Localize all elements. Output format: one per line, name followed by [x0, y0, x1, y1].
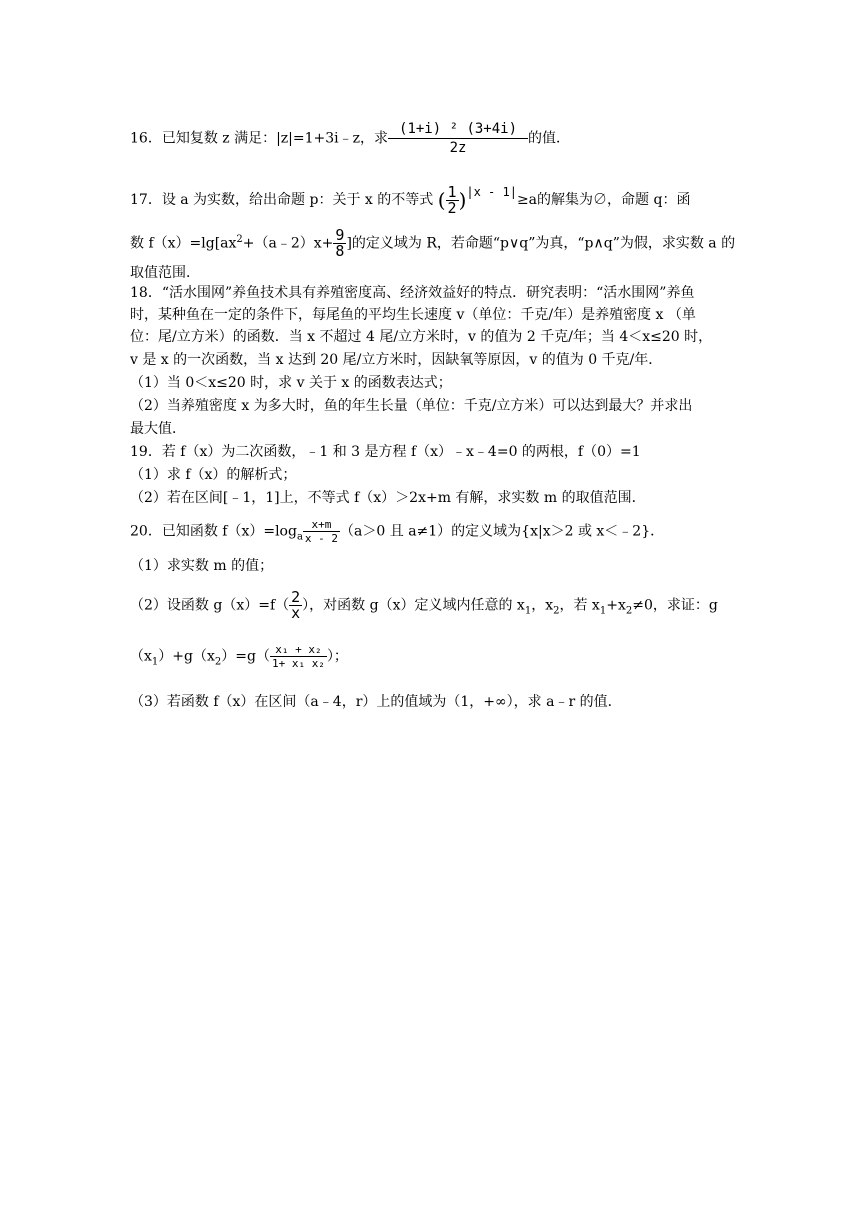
q17-frac-den: 2 — [447, 198, 457, 217]
q20-sub-1: 1 — [524, 605, 532, 617]
q20-sub-4: 2 — [625, 605, 633, 617]
q17-text-tail: ≥a的解集为∅，命题 q：函 — [516, 192, 691, 208]
q20-l3-mid: ，x — [531, 597, 554, 614]
q17-fraction-2 — [333, 228, 346, 259]
q17-frac2-num: 9 — [335, 226, 345, 244]
question-20-line-5: （3）若函数 f（x）在区间（a﹣4，r）上的值域为（1，+∞），求 a﹣r 的值． — [130, 694, 622, 710]
q20-l4-d: ）； — [326, 648, 348, 665]
q20-frac-num: x+m — [311, 518, 332, 531]
q17-l2-post: ]的定义域为 R，若命题“p∨q”为真，“p∧q”为假，求实数 a 的 — [346, 235, 736, 252]
q20-l3-mid2: ，若 x — [559, 597, 600, 614]
q20-log-base: a — [296, 531, 303, 543]
q20-l3-post: ），对函数 g（x）定义域内任意的 x — [302, 597, 525, 614]
q20-l1-pre: 20．已知函数 f（x）=log — [130, 523, 297, 540]
q17-frac-num: 1 — [447, 182, 457, 201]
question-19-line-2: （1）求 f（x）的解析式； — [130, 467, 297, 483]
q16-numerator: (1+i) ² (3+4i) — [399, 121, 518, 137]
q17-square: 2 — [236, 233, 243, 245]
question-18-line-1: 18．“活水围网”养鱼技术具有养殖密度高、经济效益好的特点．研究表明：“活水围网”养鱼 — [130, 285, 695, 301]
question-19-line-3: （2）若在区间[﹣1，1]上，不等式 f（x）＞2x+m 有解，求实数 m 的取值范围． — [130, 490, 646, 506]
q20-sub-3: 1 — [599, 605, 607, 617]
q20-l4-sub-1: 1 — [151, 656, 159, 668]
q20-fraction-2 — [289, 590, 302, 621]
q17-paren-close: ) — [458, 188, 467, 212]
q16-fraction — [388, 120, 528, 157]
q17-exponent: |x - 1| — [466, 185, 517, 199]
q20-l4-c: ）=g（ — [221, 648, 270, 665]
q20-l3-mid3: +x — [606, 597, 626, 614]
q17-l2-mid: +（a﹣2）x+ — [242, 235, 334, 252]
q17-paren-open: ( — [437, 188, 446, 212]
question-18-line-6: （2）当养殖密度 x 为多大时，鱼的年生长量（单位：千克/立方米）可以达到最大？并求出 — [130, 398, 693, 414]
q20-l4-b: ）+g（x — [158, 648, 215, 665]
question-18-line-4: v 是 x 的一次函数，当 x 达到 20 尾/立方米时，因缺氧等原因，v 的值为 0 千克/年． — [130, 352, 663, 368]
question-17-line-3: 取值范围． — [130, 265, 200, 281]
question-20-line-3 — [130, 590, 730, 621]
q20-l3-end: ≠0，求证：g — [632, 597, 718, 614]
q20-fraction-3 — [270, 643, 327, 670]
q20-l3-pre: （2）设函数 g（x）=f（ — [130, 597, 290, 614]
q20-frac2-num: 2 — [291, 588, 301, 606]
q17-text: 17．设 a 为实数，给出命题 p：关于 x 的不等式 — [130, 192, 438, 208]
q17-frac2-den: 8 — [335, 242, 345, 260]
q20-frac3-num: x₁ + x₂ — [275, 643, 322, 656]
q20-frac-den: x - 2 — [304, 532, 339, 545]
q16-tail: 的值． — [528, 130, 571, 147]
q17-l2-pre: 数 f（x）=lg[ax — [130, 235, 237, 252]
question-19-line-1: 19．若 f（x）为二次函数，﹣1 和 3 是方程 f（x）﹣x﹣4=0 的两根，f（0）=1 — [130, 444, 641, 460]
q20-fraction — [303, 518, 340, 545]
q17-fraction — [446, 182, 459, 217]
question-18-line-7: 最大值． — [130, 421, 186, 437]
question-18-line-3: 位：尾/立方米）的函数．当 x 不超过 4 尾/立方米时，v 的值为 2 千克/年；当 4＜x≤20 时， — [130, 329, 713, 345]
question-17-line-1 — [130, 182, 730, 216]
question-20-line-2: （1）求实数 m 的值； — [130, 558, 274, 574]
q20-l1-post: （a＞0 且 a≠1）的定义域为{x|x＞2 或 x＜﹣2}． — [340, 523, 665, 540]
q20-sub-2: 2 — [553, 605, 560, 617]
question-16 — [130, 120, 730, 157]
q16-denominator: 2z — [388, 138, 528, 157]
question-20-line-1 — [130, 518, 730, 547]
question-20-line-4 — [130, 643, 730, 672]
q16-text: 16．已知复数 z 满足：|z|=1+3i﹣z，求 — [130, 130, 389, 147]
question-18-line-5: （1）当 0＜x≤20 时，求 v 关于 x 的函数表达式； — [130, 375, 452, 391]
q20-l4-a: （x — [130, 648, 152, 665]
q20-frac3-den: 1+ x₁ x₂ — [271, 657, 325, 670]
q20-frac2-den: x — [291, 604, 301, 622]
q20-l4-sub-2: 2 — [214, 656, 222, 668]
question-17-line-2 — [130, 226, 736, 260]
question-18-line-2: 时，某种鱼在一定的条件下，每尾鱼的平均生长速度 v（单位：千克/年）是养殖密度 x （单 — [130, 307, 696, 323]
